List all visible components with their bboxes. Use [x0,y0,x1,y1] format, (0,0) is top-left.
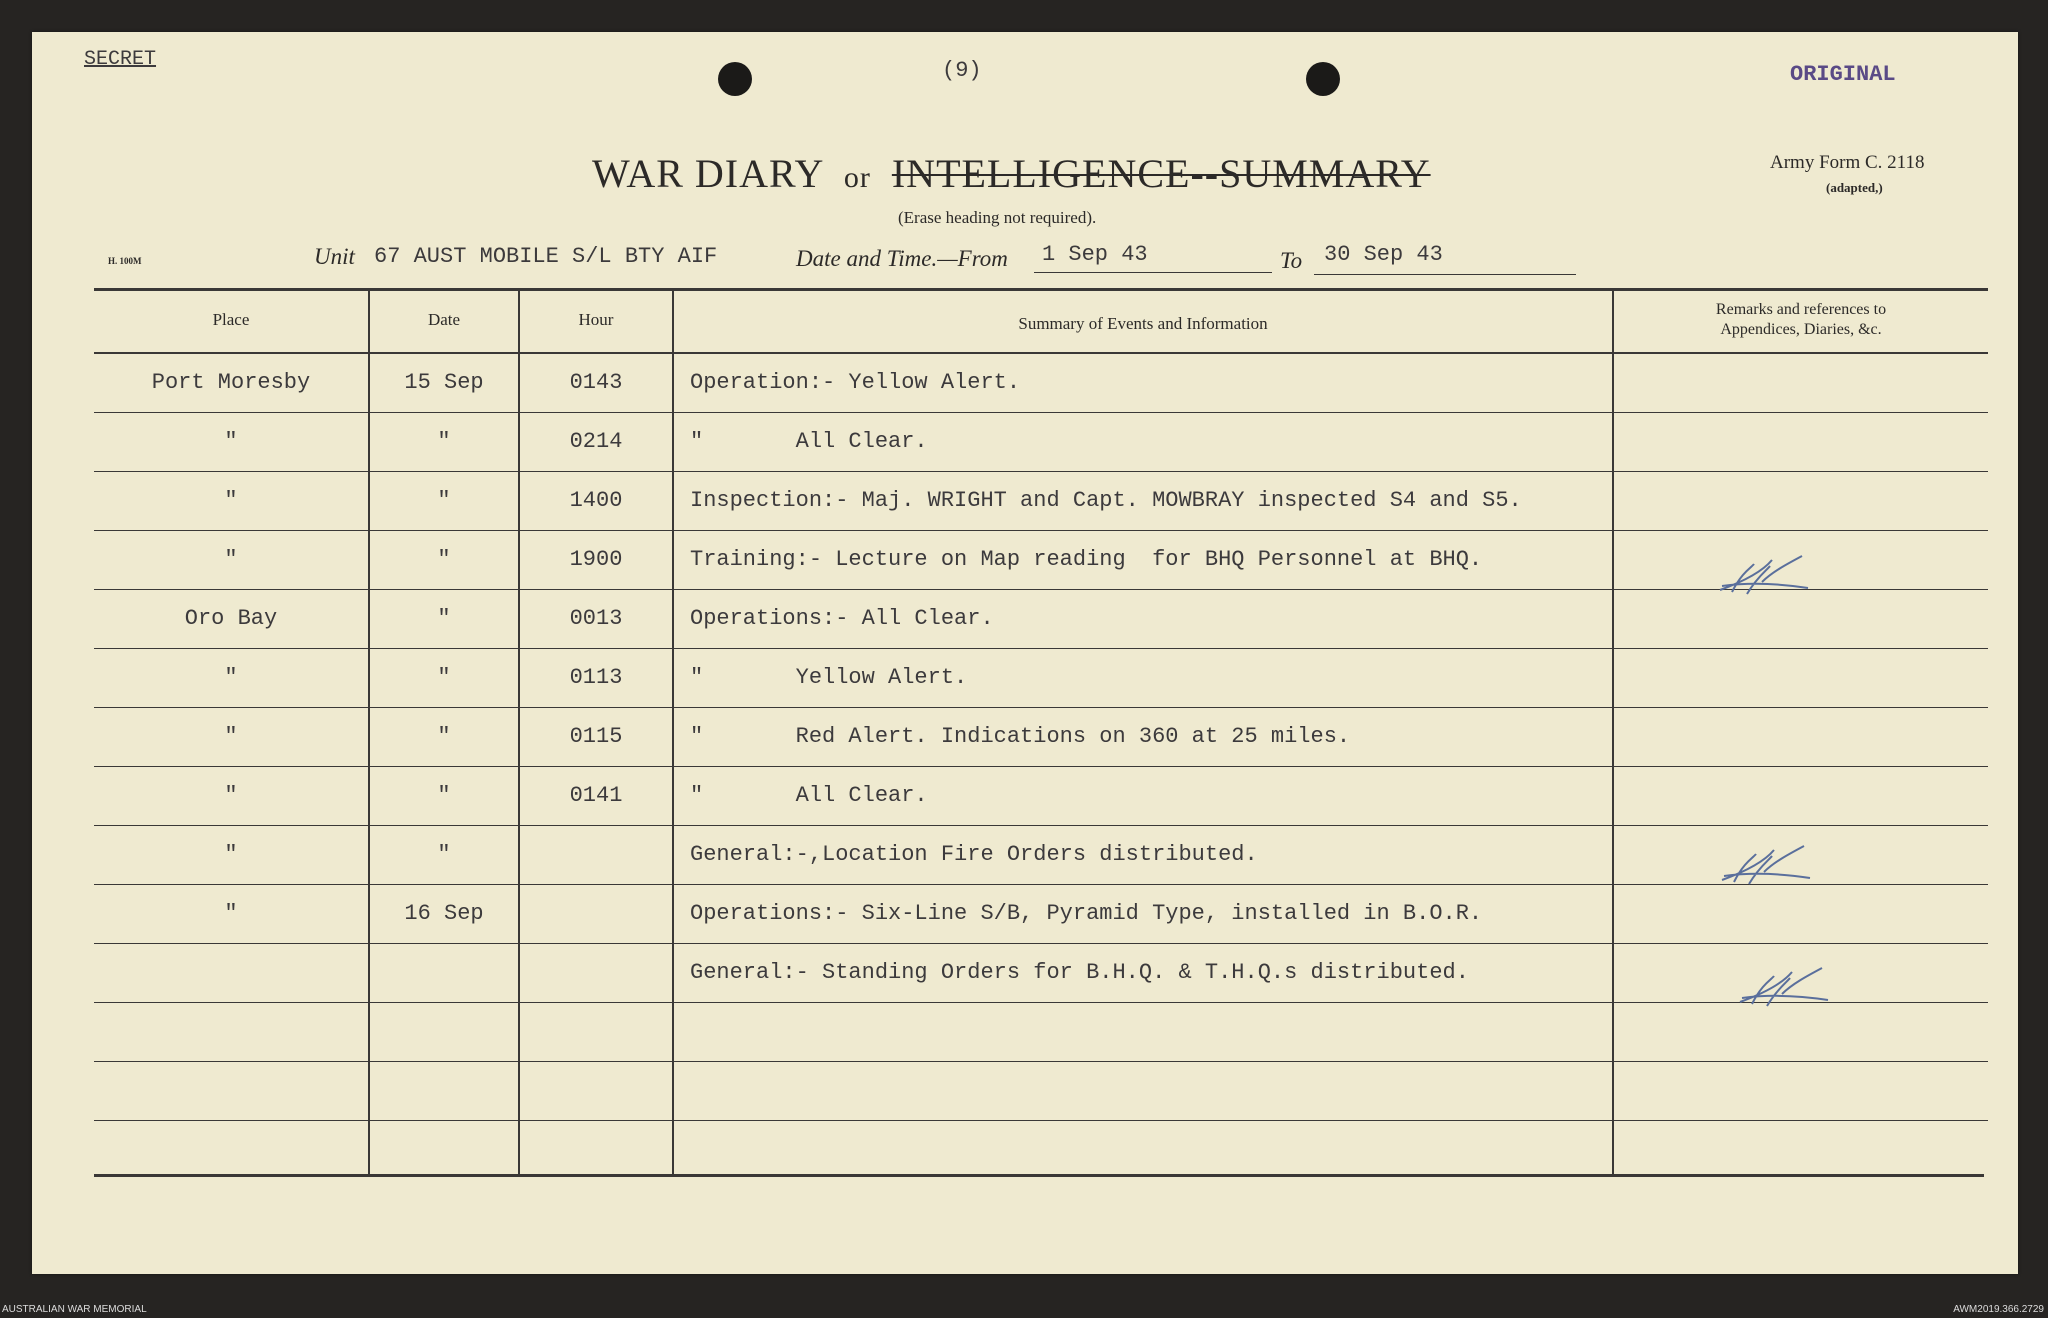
from-underline [1034,272,1272,273]
cell-date: " [437,606,451,631]
header-rule [94,352,1988,354]
form-code: H. 100M [108,256,142,266]
row-rule [94,412,1988,413]
unit-label: Unit [314,244,355,269]
cell-summary: Operation:- Yellow Alert. [690,370,1021,395]
initials-signature [1732,964,1842,1014]
row-rule [94,825,1988,826]
row-rule [94,530,1988,531]
row-rule [94,471,1988,472]
cell-date: 15 Sep [404,370,484,395]
row-rule [94,1061,1988,1062]
page-title [592,150,1431,197]
cell-summary: Training:- Lecture on Map reading for BHQ Personnel at BHQ. [690,547,1483,572]
row-rule [94,1002,1988,1003]
cell-summary: General:-,Location Fire Orders distributed. [690,842,1258,867]
date-time-label: Date and Time.—From [796,246,1008,271]
title-struck: INTELLIGENCE--SUMMARY [891,151,1431,196]
cell-hour: 1400 [569,488,623,513]
cell-place: " [224,488,238,513]
punch-hole-right [1306,62,1340,96]
row-rule [94,648,1988,649]
cell-place: " [224,724,238,749]
header-remarks-line-2: Appendices, Diaries, &c. [1720,321,1882,338]
cell-summary: " All Clear. [690,429,928,454]
cell-summary: Operations:- Six-Line S/B, Pyramid Type, installed in B.O.R. [690,901,1483,926]
row-rule [94,707,1988,708]
date-to-value: 30 Sep 43 [1324,242,1443,267]
column-divider [672,290,674,1176]
row-rule [94,766,1988,767]
cell-place: " [224,665,238,690]
cell-place: Port Moresby [151,370,311,395]
header-remarks-line-1: Remarks and references to [1715,301,1887,318]
cell-hour: 0115 [569,724,623,749]
cell-summary: " All Clear. [690,783,928,808]
cell-hour: 0143 [569,370,623,395]
cell-date: " [437,547,451,572]
table-top-rule [94,288,1988,291]
header-summary: Summary of Events and Information [1018,314,1268,333]
header-remarks [1614,300,1988,340]
footer-institution: AUSTRALIAN WAR MEMORIAL [2,1304,147,1315]
secret-mark: SECRET [84,48,157,71]
cell-summary: Operations:- All Clear. [690,606,994,631]
army-form: Army Form C. 2118 [1770,152,1925,173]
unit-value: 67 AUST MOBILE S/L BTY AIF [374,244,718,269]
header-hour: Hour [578,310,614,329]
title-main: WAR DIARY [592,151,823,196]
cell-hour: 0113 [569,665,623,690]
cell-summary: General:- Standing Orders for B.H.Q. & T.H.Q.s distributed. [690,960,1469,985]
initials-signature [1714,842,1824,892]
page-number: (9) [942,58,982,83]
cell-date: " [437,665,451,690]
cell-place: " [224,429,238,454]
cell-date: " [437,488,451,513]
cell-hour: 0013 [569,606,623,631]
title-or: or [843,161,871,194]
to-label: To [1280,248,1303,273]
column-divider [1612,290,1614,1176]
cell-date: " [437,429,451,454]
punch-hole-left [718,62,752,96]
footer-accession: AWM2019.366.2729 [1953,1304,2044,1315]
cell-date: " [437,724,451,749]
cell-hour: 0214 [569,429,623,454]
cell-summary: " Yellow Alert. [690,665,968,690]
cell-hour: 1900 [569,547,623,572]
cell-place: " [224,547,238,572]
to-underline [1314,274,1576,275]
cell-place: Oro Bay [184,606,278,631]
header-place: Place [212,310,250,329]
date-from-value: 1 Sep 43 [1042,242,1148,267]
original-stamp: ORIGINAL [1790,62,1896,87]
table-bottom-rule [94,1174,1984,1177]
row-rule [94,943,1988,944]
initials-signature [1712,552,1822,602]
war-diary-sheet [32,32,2018,1274]
cell-hour: 0141 [569,783,623,808]
cell-summary: Inspection:- Maj. WRIGHT and Capt. MOWBRAY inspected S4 and S5. [690,488,1522,513]
cell-place: " [224,901,238,926]
erase-note: (Erase heading not required). [898,208,1097,227]
cell-date: " [437,783,451,808]
row-rule [94,1120,1988,1121]
army-form-adapted: (adapted,) [1826,180,1883,195]
cell-date: " [437,842,451,867]
header-date: Date [427,310,461,329]
row-rule [94,589,1988,590]
cell-place: " [224,842,238,867]
cell-date: 16 Sep [404,901,484,926]
cell-place: " [224,783,238,808]
row-rule [94,884,1988,885]
cell-summary: " Red Alert. Indications on 360 at 25 miles. [690,724,1351,749]
